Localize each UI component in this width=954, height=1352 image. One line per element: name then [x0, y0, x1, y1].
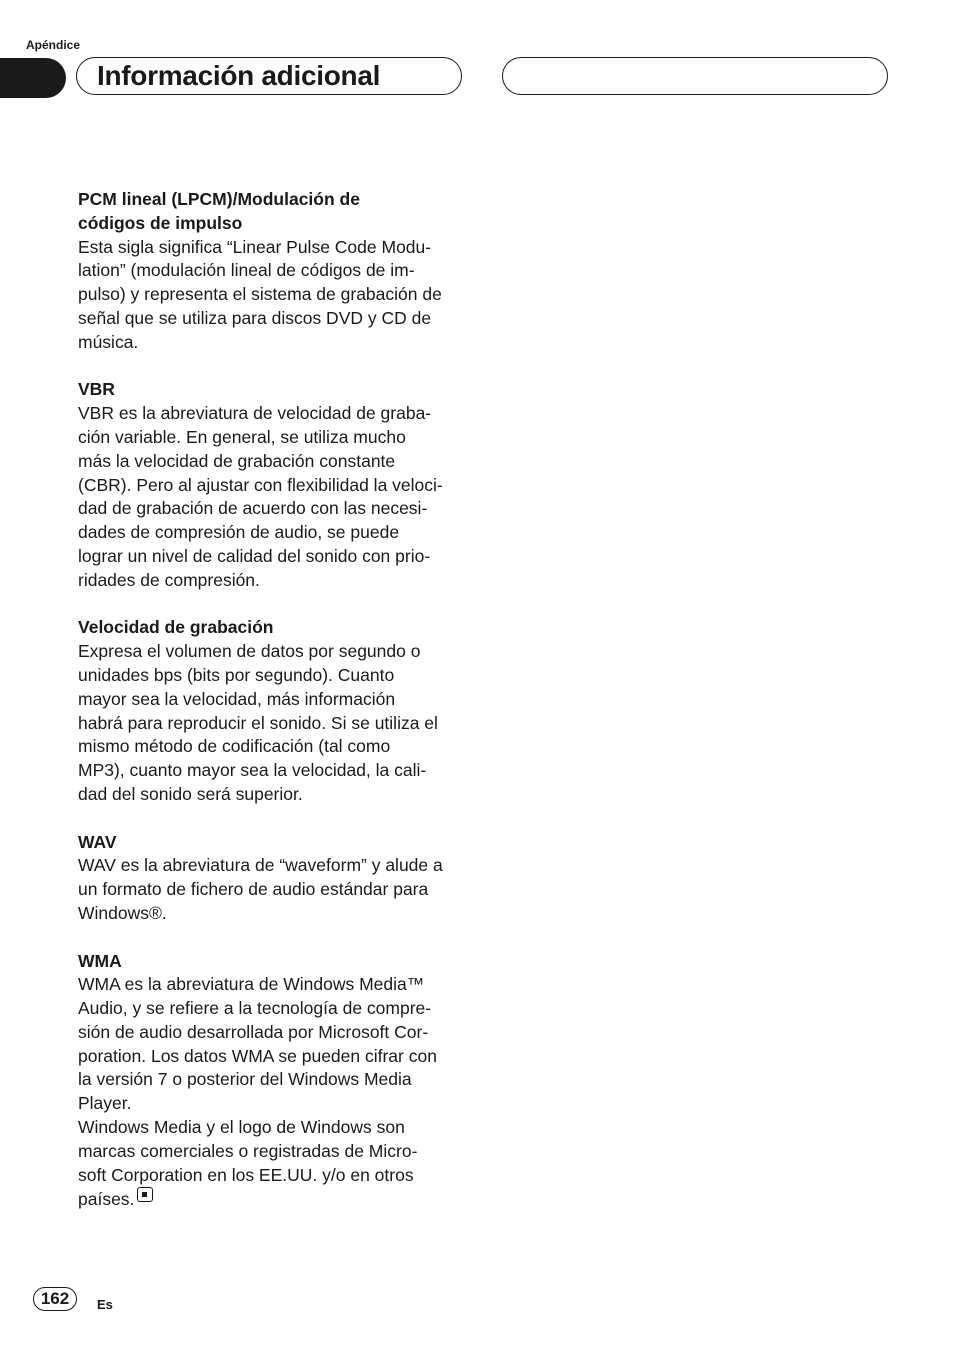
section-label: Apéndice — [26, 38, 81, 52]
glossary-entry-lpcm — [78, 188, 468, 355]
glossary-entry-bitrate — [78, 616, 468, 806]
term-description: WMA es la abreviatura de Windows Media™ Audio, y se refiere a la tecnología de compre- sión de audio desarrollada por Microsoft Cor- poration. Los datos WMA se pueden cifrar con la versión 7 o posterior del Windows Media Player. Windows Media y el logo de Windows son marcas comerciales o registradas de Micro- soft Corporation en los EE.UU. y/o en otros países. — [78, 974, 437, 1210]
term-heading: Velocidad de grabación — [78, 617, 274, 638]
page-number: 162 — [33, 1287, 77, 1311]
chapter-tab-marker — [0, 58, 66, 98]
title-frame-right — [502, 57, 888, 95]
end-of-section-icon — [137, 1187, 153, 1202]
title-frame — [76, 57, 462, 95]
glossary-content — [78, 188, 468, 1236]
glossary-entry-vbr — [78, 378, 468, 592]
glossary-entry-wav — [78, 831, 468, 926]
term-heading: PCM lineal (LPCM)/Modulación de códigos de impulso — [78, 189, 360, 233]
language-code: Es — [97, 1297, 113, 1312]
term-heading: WAV — [78, 831, 117, 852]
term-description: Expresa el volumen de datos por segundo o unidades bps (bits por segundo). Cuanto mayor sea la velocidad, más información habrá para reproducir el sonido. Si se utiliza el mismo método de codificación (tal como MP3), cuanto mayor sea la velocidad, la cali- dad del sonido será superior. — [78, 641, 438, 804]
page-title: Información adicional — [97, 60, 381, 91]
term-description: VBR es la abreviatura de velocidad de graba- ción variable. En general, se utiliza mucho más la velocidad de grabación constante (CBR). Pero al ajustar con flexibilidad la veloci- dad de grabación de acuerdo con las necesi- dades de compresión de audio, se puede lograr un nivel de calidad del sonido con prio- ridades de compresión. — [78, 403, 443, 590]
term-description: Esta sigla significa “Linear Pulse Code Modu- lation” (modulación lineal de códigos de im- pulso) y representa el sistema de grabación de señal que se utiliza para discos DVD y CD de música. — [78, 236, 442, 352]
term-heading: VBR — [78, 379, 115, 400]
glossary-entry-wma — [78, 950, 468, 1213]
term-description: WAV es la abreviatura de “waveform” y alude a un formato de fichero de audio estándar para Windows®. — [78, 855, 443, 923]
term-heading: WMA — [78, 950, 122, 971]
